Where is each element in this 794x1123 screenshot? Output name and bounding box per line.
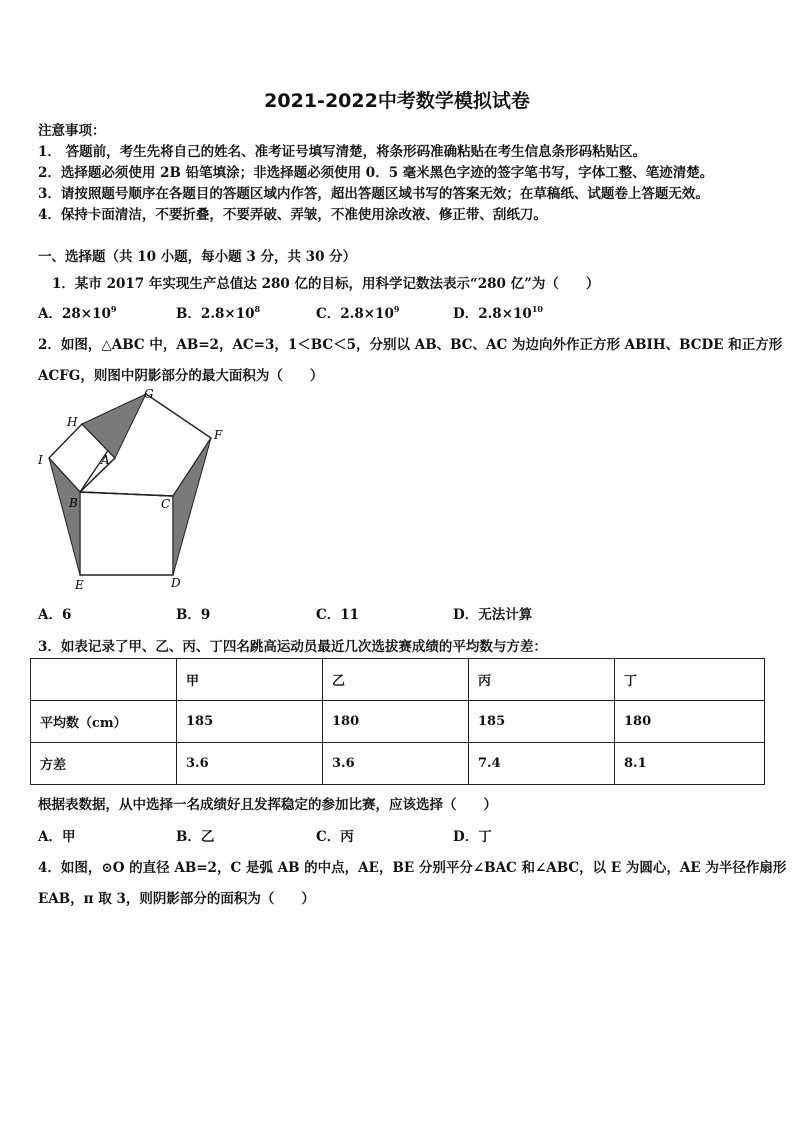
- label-b: B: [69, 496, 78, 510]
- table-cell: 方差: [31, 743, 177, 785]
- table-cell: 185: [469, 701, 615, 743]
- q2-option-c: C．11: [316, 607, 360, 623]
- page-title: 2021-2022中考数学模拟试卷: [264, 90, 530, 112]
- q1-stem: 1．某市 2017 年实现生产总值达 280 亿的目标，用科学记数法表示“280 亿”为（ ）: [52, 276, 600, 292]
- q2-geometry-figure: [32, 386, 232, 596]
- shaded-triangle-cfd: [173, 438, 211, 575]
- q2-stem-line1: 2．如图，△ABC 中，AB=2，AC=3，1＜BC＜5，分别以 AB、BC、AC 为边向外作正方形 ABIH、BCDE 和正方形: [38, 337, 783, 353]
- q2-option-b: B．9: [176, 607, 211, 623]
- q1-option-a: A．$28\times 10^9$: [38, 304, 117, 322]
- label-c: C: [161, 497, 171, 511]
- shaded-triangle-ahg: [82, 394, 146, 458]
- table-header-cell: 丁: [615, 659, 765, 701]
- q2-option-d: D．无法计算: [453, 607, 533, 623]
- table-cell: 8.1: [615, 743, 765, 785]
- notice-heading: 注意事项：: [38, 123, 106, 139]
- label-h: H: [67, 415, 78, 429]
- label-d: D: [171, 576, 181, 590]
- q3-option-d: D．丁: [453, 829, 492, 845]
- table-header-cell: 甲: [177, 659, 323, 701]
- q3-stem: 3．如表记录了甲、乙、丙、丁四名跳高运动员最近几次选拔赛成绩的平均数与方差：: [38, 639, 547, 655]
- notice-item-2: 2．选择题必须使用 2B 铅笔填涂；非选择题必须使用 0．5 毫米黑色字迹的签字笔书写，字体工整、笔迹清楚。: [38, 165, 714, 181]
- table-cell: 3.6: [177, 743, 323, 785]
- notice-item-4: 4．保持卡面清洁，不要折叠，不要弄破、弄皱，不准使用涂改液、修正带、刮纸刀。: [38, 207, 547, 223]
- label-g: G: [144, 387, 154, 401]
- q3-option-b: B．乙: [176, 829, 215, 845]
- label-a: A: [101, 453, 110, 467]
- table-header-cell: [31, 659, 177, 701]
- label-e: E: [75, 578, 84, 592]
- table-cell: 180: [615, 701, 765, 743]
- label-f: F: [214, 428, 223, 442]
- side-bc: [80, 492, 173, 496]
- table-cell: 180: [323, 701, 469, 743]
- table-cell: 3.6: [323, 743, 469, 785]
- square-bcde: [80, 492, 173, 575]
- table-header-cell: 丙: [469, 659, 615, 701]
- table-row: [31, 701, 765, 743]
- table-header-cell: 乙: [323, 659, 469, 701]
- q2-stem-line2: ACFG，则图中阴影部分的最大面积为（ ）: [38, 368, 324, 384]
- q3-score-table: [30, 658, 765, 785]
- q3-followup: 根据表数据，从中选择一名成绩好且发挥稳定的参加比赛，应该选择（ ）: [38, 797, 497, 813]
- q3-option-a: A．甲: [38, 829, 76, 845]
- q4-stem-line1: 4．如图，⊙O 的直径 AB=2，C 是弧 AB 的中点，AE，BE 分别平分∠BAC 和∠ABC，以 E 为圆心，AE 为半径作扇形: [38, 860, 787, 876]
- table-cell: 185: [177, 701, 323, 743]
- side-ab: [80, 458, 115, 492]
- notice-item-1: 1． 答题前，考生先将自己的姓名、准考证号填写清楚，将条形码准确粘贴在考生信息条形码粘贴区。: [38, 144, 647, 160]
- table-header-row: [31, 659, 765, 701]
- label-i: I: [38, 453, 43, 467]
- q1-option-b: B．$2.8\times 10^8$: [176, 304, 261, 322]
- notice-item-3: 3．请按照题号顺序在各题目的答题区域内作答，超出答题区域书写的答案无效；在草稿纸、试题卷上答题无效。: [38, 186, 709, 202]
- table-row: [31, 743, 765, 785]
- q1-option-d: D．$2.8\times 10^{10}$: [453, 304, 543, 322]
- table-cell: 7.4: [469, 743, 615, 785]
- shaded-triangle-bie: [49, 458, 80, 575]
- q4-stem-line2: EAB，π 取 3，则阴影部分的面积为（ ）: [38, 891, 315, 907]
- section-heading: 一、选择题（共 10 小题，每小题 3 分，共 30 分）: [38, 249, 357, 265]
- q2-option-a: A．6: [38, 607, 72, 623]
- table-cell: 平均数（cm）: [31, 701, 177, 743]
- q3-option-c: C．丙: [316, 829, 354, 845]
- q1-option-c: C．$2.8\times 10^9$: [316, 304, 400, 322]
